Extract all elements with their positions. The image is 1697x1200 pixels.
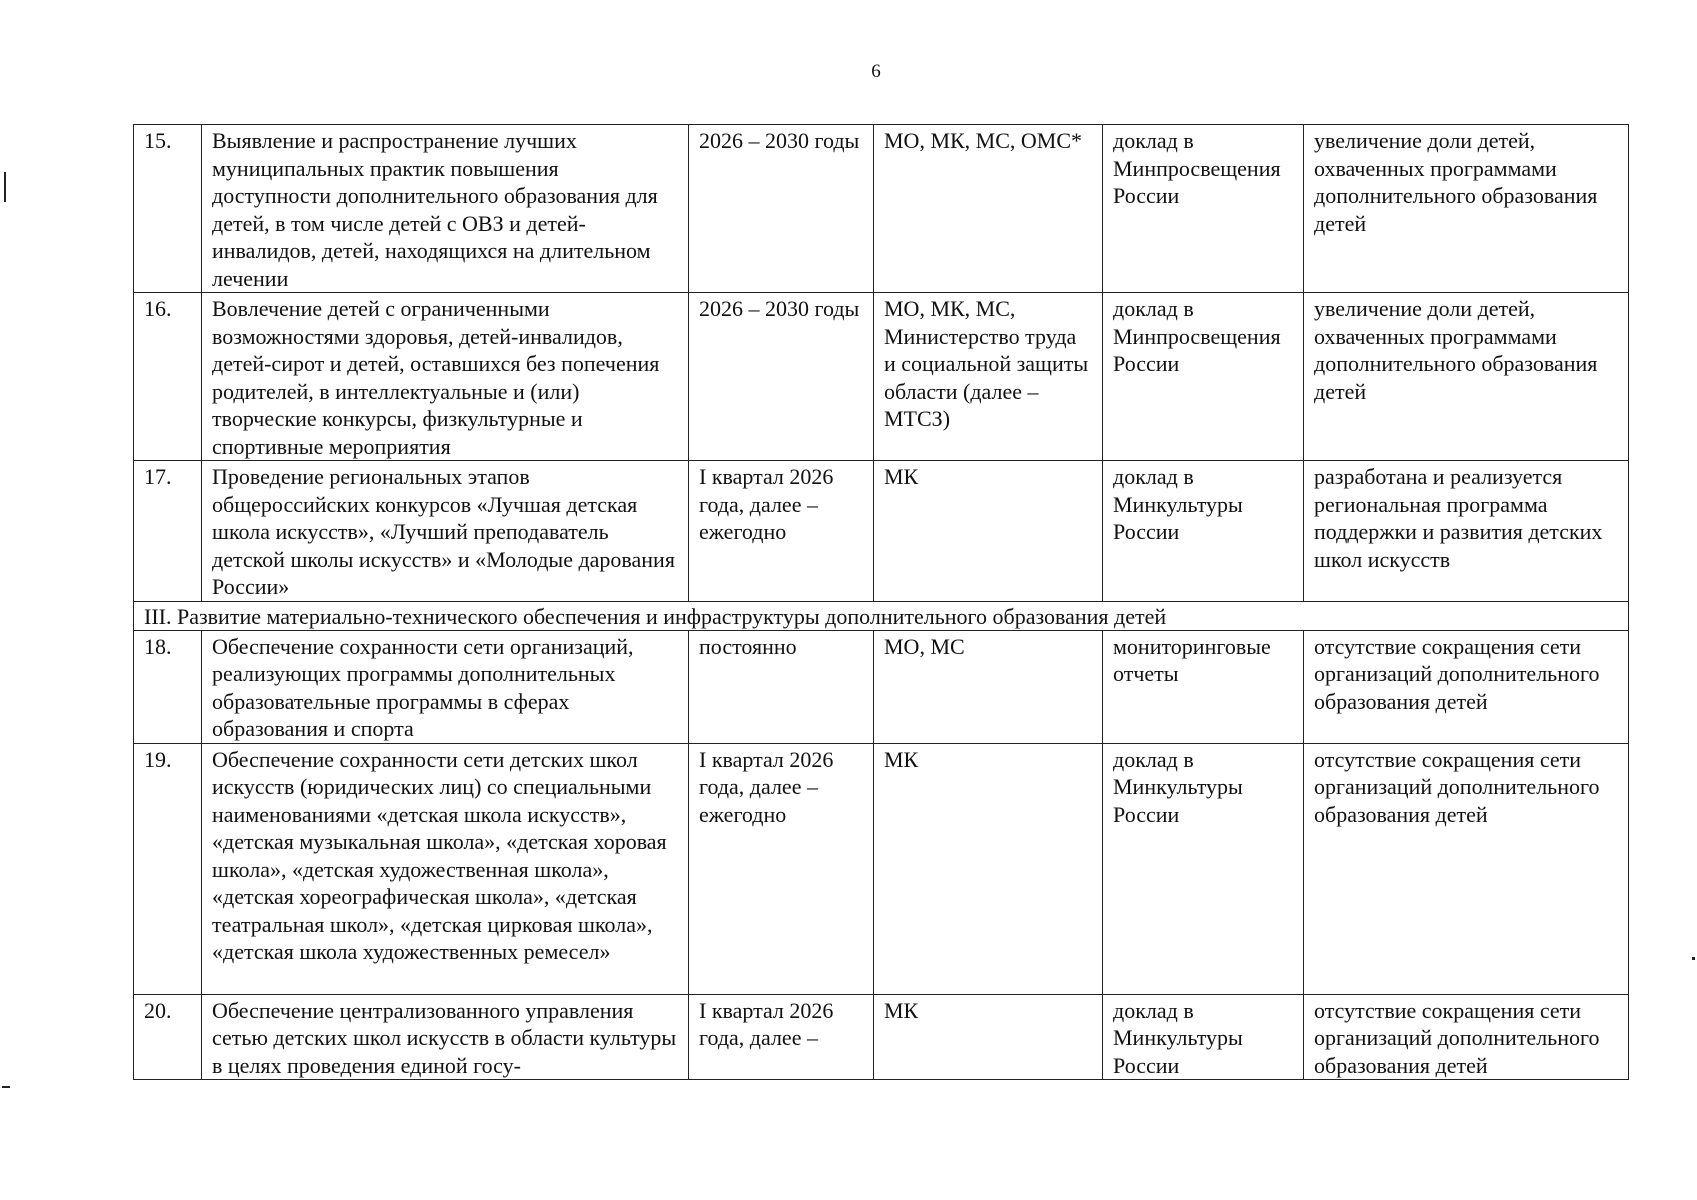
row-number: 18. [134, 630, 202, 743]
row-number: 15. [134, 125, 202, 293]
table-row [134, 461, 1629, 602]
table-row [134, 994, 1629, 1080]
executors-cell: МК [874, 994, 1103, 1080]
section-heading: III. Развитие материально-технического обеспечения и инфраструктуры дополнительного образования детей [134, 601, 1629, 630]
executors-cell: МК [874, 461, 1103, 602]
executors-cell: МО, МК, МС, ОМС* [874, 125, 1103, 293]
term-cell: постоянно [689, 630, 874, 743]
report-cell: доклад в Минкультуры России [1103, 743, 1304, 994]
event-cell: Обеспечение сохранности сети детских школ искусств (юридических лиц) со специальными наименованиями «детская школа искусств», «детская музыкальная школа», «детская хоровая школа», «детская художественная школа», «детская хореографическая школа», «детская театральная школ», «детская цирковая школа», «детская школа художественных ремесел» [202, 743, 689, 994]
event-cell: Вовлечение детей с ограниченными возможностями здоровья, детей-инвалидов, детей-сирот и детей, оставшихся без попечения родителей, в интеллектуальные и (или) творческие конкурсы, физкультурные и спортивные мероприятия [202, 293, 689, 461]
row-number: 17. [134, 461, 202, 602]
table-row [134, 630, 1629, 743]
executors-cell: МК [874, 743, 1103, 994]
page-number: 6 [871, 61, 881, 82]
result-cell: увеличение доли детей, охваченных программами дополнительного образования детей [1304, 293, 1629, 461]
table-row [134, 125, 1629, 293]
left-margin-mark [4, 172, 6, 202]
row-number: 20. [134, 994, 202, 1080]
measures-table [133, 124, 1629, 1080]
result-cell: разработана и реализуется региональная программа поддержки и развития детских школ искусств [1304, 461, 1629, 602]
term-cell: I квартал 2026 года, далее – ежегодно [689, 461, 874, 602]
row-number: 19. [134, 743, 202, 994]
executors-cell: МО, МС [874, 630, 1103, 743]
result-cell: отсутствие сокращения сети организаций дополнительного образования детей [1304, 743, 1629, 994]
table-row [134, 743, 1629, 994]
report-cell: доклад в Минкультуры России [1103, 461, 1304, 602]
report-cell: доклад в Минкультуры России [1103, 994, 1304, 1080]
report-cell: мониторинговые отчеты [1103, 630, 1304, 743]
event-cell: Выявление и распространение лучших муниципальных практик повышения доступности дополнительного образования для детей, в том числе детей с ОВЗ и детей-инвалидов, детей, находящихся на длительном лечении [202, 125, 689, 293]
result-cell: отсутствие сокращения сети организаций дополнительного образования детей [1304, 994, 1629, 1080]
result-cell: увеличение доли детей, охваченных программами дополнительного образования детей [1304, 125, 1629, 293]
event-cell: Проведение региональных этапов общероссийских конкурсов «Лучшая детская школа искусств», «Лучший преподаватель детской школы искусств» и «Молодые дарования России» [202, 461, 689, 602]
term-cell: I квартал 2026 года, далее – [689, 994, 874, 1080]
section-heading-row [134, 601, 1629, 630]
row-number: 16. [134, 293, 202, 461]
term-cell: 2026 – 2030 годы [689, 293, 874, 461]
report-cell: доклад в Минпросвещения России [1103, 293, 1304, 461]
executors-cell: МО, МК, МС, Министерство труда и социальной защиты области (далее – МТСЗ) [874, 293, 1103, 461]
result-cell: отсутствие сокращения сети организаций дополнительного образования детей [1304, 630, 1629, 743]
term-cell: 2026 – 2030 годы [689, 125, 874, 293]
right-margin-mark [1692, 957, 1695, 960]
term-cell: I квартал 2026 года, далее – ежегодно [689, 743, 874, 994]
report-cell: доклад в Минпросвещения России [1103, 125, 1304, 293]
left-margin-mark [2, 1086, 10, 1088]
event-cell: Обеспечение централизованного управления сетью детских школ искусств в области культуры в целях проведения единой госу- [202, 994, 689, 1080]
event-cell: Обеспечение сохранности сети организаций, реализующих программы дополнительных образовательные программы в сферах образования и спорта [202, 630, 689, 743]
table-row [134, 293, 1629, 461]
